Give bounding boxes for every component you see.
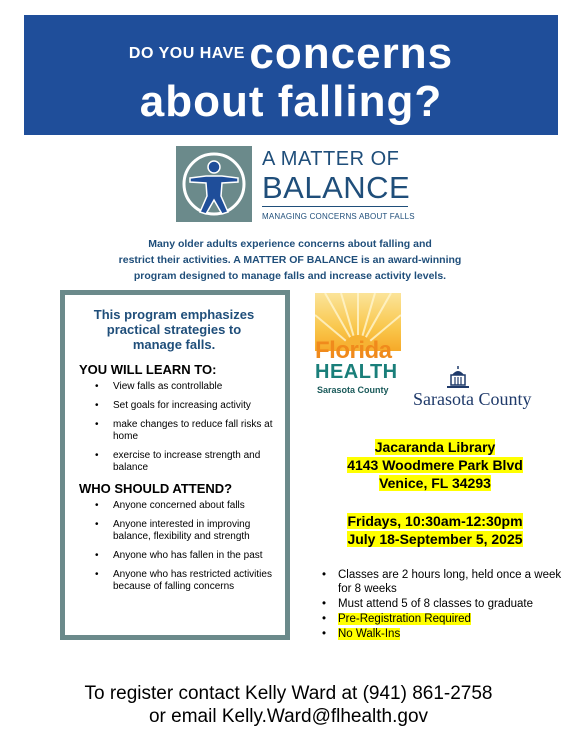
intro-line: Many older adults experience concerns about falling and <box>148 238 432 250</box>
stick-figure-circle-icon <box>176 146 252 222</box>
intro-paragraph <box>40 236 540 284</box>
list-item: • Anyone who has restricted activities because of falling concerns <box>95 569 275 593</box>
schedule-days-time: Fridays, 10:30am-12:30pm <box>347 513 523 529</box>
registration-contact <box>0 682 577 728</box>
banner-small-text: DO YOU HAVE <box>128 45 245 62</box>
list-item: • make changes to reduce fall risks at home <box>95 419 275 443</box>
building-dome-icon <box>443 365 473 391</box>
emphasis-statement <box>73 307 275 352</box>
learn-list <box>79 381 275 474</box>
location-name: Jacaranda Library <box>374 439 496 455</box>
logo-title-line2: BALANCE <box>262 170 411 205</box>
contact-phone-line: To register contact Kelly Ward at (941) 861-2758 <box>84 683 493 704</box>
intro-line: restrict their activities. A MATTER OF BALANCE is an award-winning <box>118 254 462 266</box>
note-highlight: No Walk-Ins <box>338 628 401 640</box>
sarasota-county-text: Sarasota County <box>413 389 532 409</box>
list-item: • Anyone concerned about falls <box>95 500 275 512</box>
emphasis-line: practical strategies to <box>106 322 242 337</box>
attend-list <box>79 500 275 593</box>
logo-title-line1: A MATTER OF <box>262 148 400 170</box>
logo-divider <box>262 206 408 207</box>
contact-email-line: or email Kelly.Ward@flhealth.gov <box>148 706 429 727</box>
learn-heading: YOU WILL LEARN TO: <box>79 362 217 377</box>
attend-heading: WHO SHOULD ATTEND? <box>79 481 233 496</box>
banner-big-text: concerns <box>249 29 454 78</box>
logo-subtitle: MANAGING CONCERNS ABOUT FALLS <box>262 212 415 221</box>
header-banner <box>24 15 558 135</box>
florida-word: Florida <box>315 337 392 364</box>
schedule-dates: July 18-September 5, 2025 <box>347 531 523 547</box>
banner-line2: about falling? <box>139 77 443 126</box>
list-item: • View falls as controllable <box>95 381 275 393</box>
intro-line: program designed to manage falls and increase activity levels. <box>133 270 447 282</box>
health-word: HEALTH <box>315 361 398 383</box>
class-notes-list <box>318 568 566 642</box>
location-city: Venice, FL 34293 <box>379 475 491 491</box>
note-highlight: Pre-Registration Required <box>338 613 471 625</box>
banner-line1 <box>24 29 558 79</box>
florida-health-logo <box>315 293 401 401</box>
schedule-block <box>320 512 550 548</box>
emphasis-line: This program emphasizes <box>93 307 255 322</box>
location-block <box>320 438 550 492</box>
list-item: • Anyone interested in improving balance, flexibility and strength <box>95 519 275 543</box>
list-item: • Classes are 2 hours long, held once a week for 8 weeks <box>318 568 566 596</box>
florida-health-county: Sarasota County <box>317 385 389 395</box>
program-details-box <box>60 290 290 640</box>
list-item: • Anyone who has fallen in the past <box>95 550 275 562</box>
list-item <box>318 612 566 626</box>
list-item: • exercise to increase strength and balance <box>95 450 275 474</box>
list-item: • Set goals for increasing activity <box>95 400 275 412</box>
list-item: • Must attend 5 of 8 classes to graduate <box>318 597 566 611</box>
list-item <box>318 627 566 641</box>
location-address: 4143 Woodmere Park Blvd <box>347 457 523 473</box>
emphasis-line: manage falls. <box>132 337 216 352</box>
sarasota-county-logo <box>413 365 553 410</box>
matter-of-balance-logo <box>176 146 416 226</box>
